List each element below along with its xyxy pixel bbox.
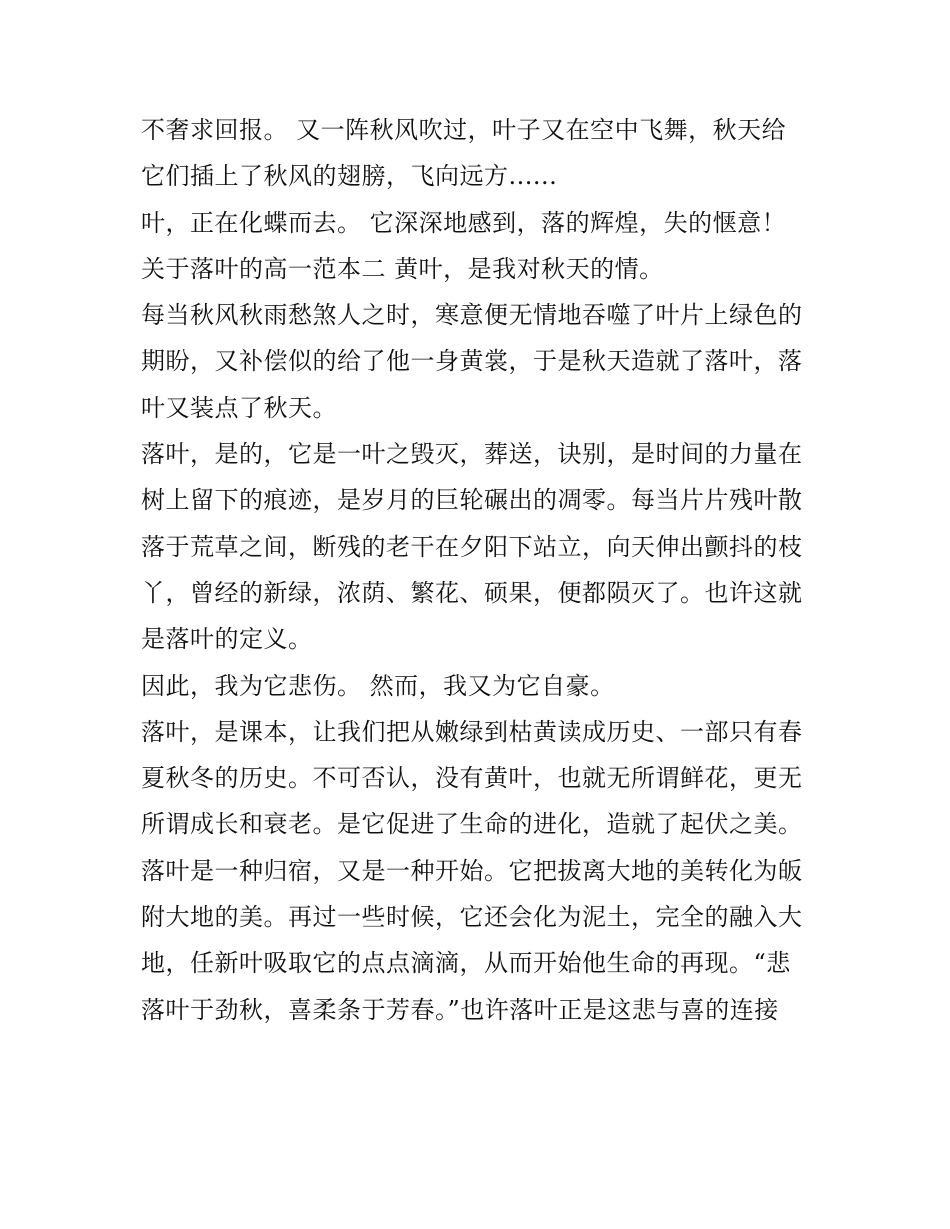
text-line: 落叶是一种归宿，又是一种开始。它把拔离大地的美转化为皈 [141, 856, 803, 885]
document-body [141, 107, 831, 1033]
text-line: 落叶，是的，它是一叶之毁灭，葬送，诀别，是时间的力量在 [141, 440, 803, 469]
text-line: 落于荒草之间，断残的老干在夕阳下站立，向天伸出颤抖的枝 [141, 532, 803, 561]
text-line: 夏秋冬的历史。不可否认，没有黄叶，也就无所谓鲜花，更无 [141, 764, 803, 793]
text-line: 丫，曾经的新绿，浓荫、繁花、硕果，便都陨灭了。也许这就 [141, 578, 803, 607]
text-line: 是落叶的定义。 [141, 625, 313, 654]
text-line: 树上留下的痕迹，是岁月的巨轮碾出的凋零。每当片片残叶散 [141, 486, 803, 515]
text-line: 落叶，是课本，让我们把从嫩绿到枯黄读成历史、一部只有春 [141, 717, 803, 746]
text-line: 关于落叶的高一范本二 黄叶，是我对秋天的情。 [141, 254, 664, 283]
text-line: 期盼，又补偿似的给了他一身黄裳，于是秋天造就了落叶，落 [141, 347, 803, 376]
text-line: 不奢求回报。 又一阵秋风吹过，叶子又在空中飞舞，秋天给 [141, 116, 787, 144]
text-line: 所谓成长和衰老。是它促进了生命的进化，造就了起伏之美。 [141, 810, 803, 839]
text-line: 它们插上了秋风的翅膀，飞向远方...... [141, 162, 558, 191]
text-line: 附大地的美。再过一些时候，它还会化为泥土，完全的融入大 [141, 903, 803, 932]
text-line: 因此，我为它悲伤。 然而，我又为它自豪。 [141, 671, 615, 700]
text-line: 每当秋风秋雨愁煞人之时，寒意便无情地吞噬了叶片上绿色的 [141, 301, 803, 330]
text-line: 叶又装点了秋天。 [141, 393, 337, 422]
text-line: 落叶于劲秋，喜柔条于芳春。”也许落叶正是这悲与喜的连接 [141, 995, 779, 1024]
text-line: 地，任新叶吸取它的点点滴滴，从而开始他生命的再现。“悲 [141, 949, 791, 978]
text-line: 叶，正在化蝶而去。 它深深地感到，落的辉煌，失的惬意！ [141, 208, 787, 237]
